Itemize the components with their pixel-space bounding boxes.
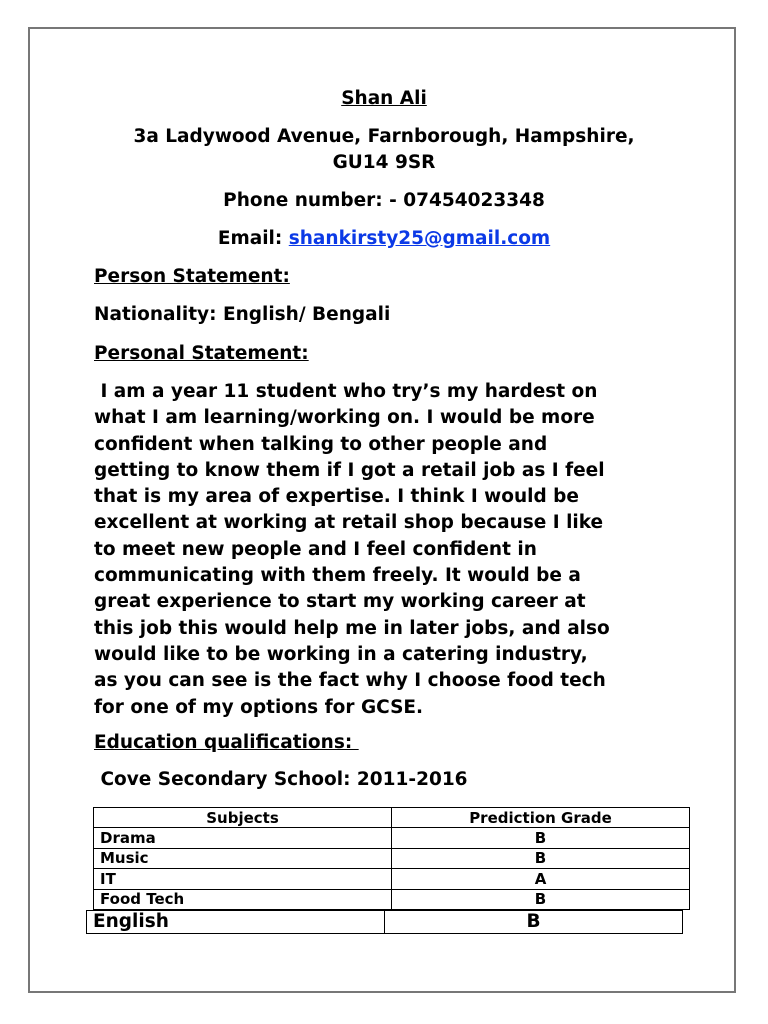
statement-line: excellent at working at retail shop because I like [94,512,604,534]
english-grade-table [86,910,683,934]
email-line [0,228,768,249]
statement-line: what I am learning/working on. I would be more [94,407,595,429]
grade-cell: B [392,828,690,848]
statement-line: great experience to start my working career at [94,591,586,613]
address-line-1: 3a Ladywood Avenue, Farnborough, Hampshire, [133,126,635,147]
subject-cell: Drama [94,828,392,848]
statement-line: communicating with them freely. It would be a [94,565,581,587]
grade-cell: B [392,848,690,868]
statement-line: confident when talking to other people and [94,433,548,455]
statement-line: as you can see is the fact why I choose food tech [94,670,606,692]
statement-line: this job this would help me in later jobs, and also [94,617,610,639]
personal-statement-heading: Personal Statement: [94,343,309,364]
statement-line: that is my area of expertise. I think I would be [94,486,579,508]
school-line: Cove Secondary School: 2011-2016 [94,769,468,790]
table-row [87,911,683,934]
statement-line: to meet new people and I feel confident in [94,538,537,560]
personal-statement-body [94,379,714,721]
subject-cell: Food Tech [94,889,392,909]
nationality: Nationality: English/ Bengali [94,304,391,325]
email-link[interactable]: shankirsty25@gmail.com [288,228,551,249]
table-row [94,848,690,868]
phone-number: Phone number: - 07454023348 [223,190,545,211]
statement-line: for one of my options for GCSE. [94,696,424,718]
address-line-2: GU14 9SR [332,152,436,173]
statement-line: getting to know them if I got a retail job as I feel [94,459,605,481]
table-row [94,889,690,909]
statement-line: would like to be working in a catering industry, [94,643,588,665]
person-statement-heading: Person Statement: [94,266,290,287]
table-row [94,828,690,848]
subject-cell: English [87,911,385,934]
subject-cell: Music [94,848,392,868]
table-header-row [94,808,690,828]
statement-line: I am a year 11 student who try’s my hardest on [94,381,598,402]
grade-cell: B [385,911,683,934]
subject-cell: IT [94,869,392,889]
education-heading: Education qualifications: [94,732,359,753]
prediction-grade-header: Prediction Grade [392,808,690,828]
grade-cell: B [392,889,690,909]
email-label: Email: [217,228,283,249]
grade-cell: A [392,869,690,889]
subjects-header: Subjects [94,808,392,828]
grades-table [93,807,690,910]
table-row [94,869,690,889]
cv-name: Shan Ali [341,88,427,109]
